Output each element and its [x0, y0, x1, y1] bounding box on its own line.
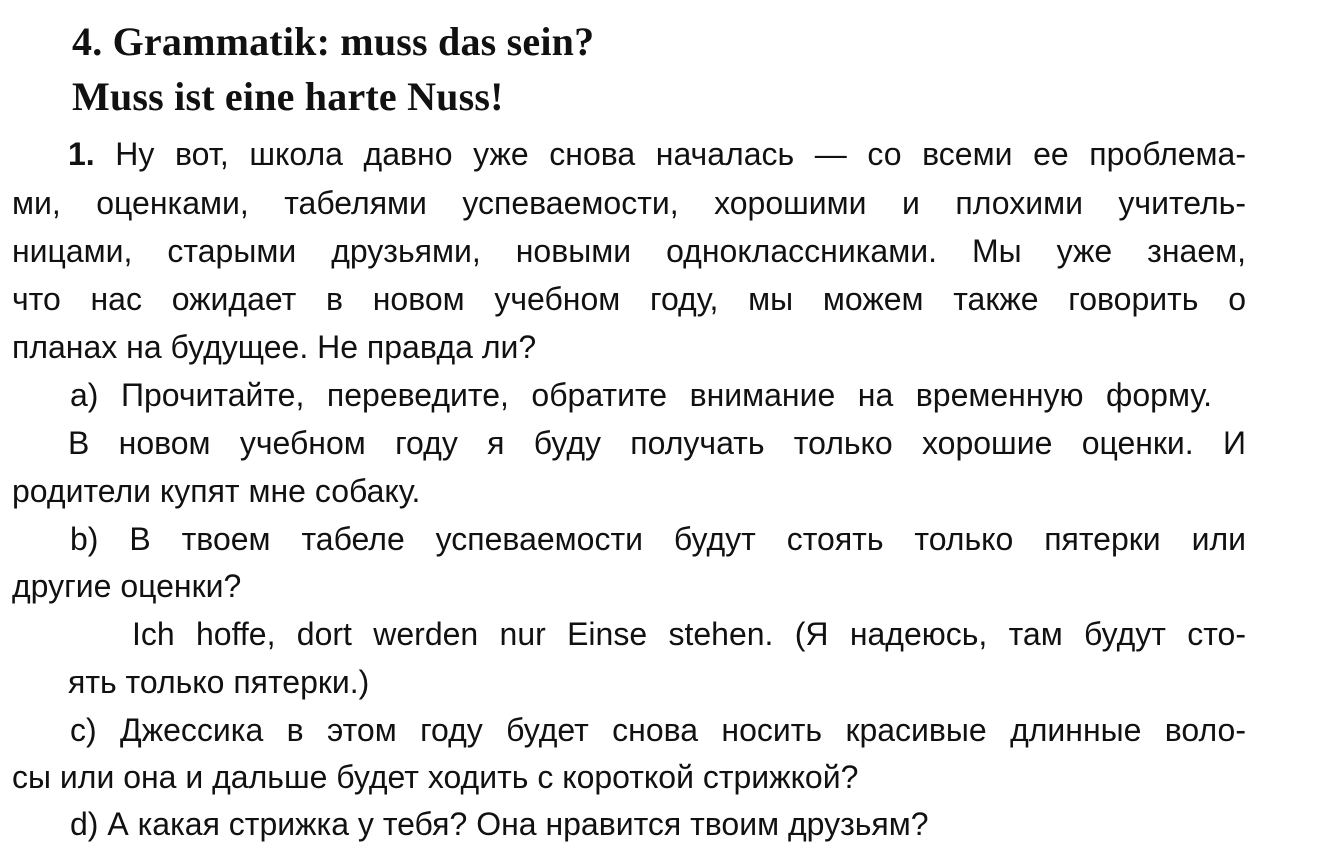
section-title: 4. Grammatik: muss das sein?: [72, 19, 595, 64]
task-c-line-2: сы или она и дальше будет ходить с короткой стрижкой?: [12, 759, 859, 795]
paragraph-1-line-3: ницами, старыми друзьями, новыми одноклассниками. Мы уже знаем,: [12, 233, 1246, 269]
paragraph-number: 1.: [68, 136, 95, 172]
task-b-answer-line-1: Ich hoffe, dort werden nur Einse stehen. (Я надеюсь, там будут сто-: [132, 616, 1246, 652]
paragraph-1-line-1: [68, 134, 1246, 174]
task-b-line-2: другие оценки?: [12, 568, 242, 604]
paragraph-1-line-4: что нас ожидает в новом учебном году, мы можем также говорить о: [12, 281, 1246, 317]
task-a-line-2: родители купят мне собаку.: [12, 473, 421, 509]
section-subtitle: Muss ist eine harte Nuss!: [72, 74, 504, 119]
paragraph-1-line-2: ми, оценками, табелями успеваемости, хорошими и плохими учитель-: [12, 185, 1246, 221]
task-a-line-1: В новом учебном году я буду получать только хорошие оценки. И: [68, 425, 1246, 461]
task-b-line-1: b) В твоем табеле успеваемости будут стоять только пятерки или: [70, 521, 1246, 557]
task-c-line-1: c) Джессика в этом году будет снова носить красивые длинные воло-: [70, 712, 1246, 748]
task-d-line-1: d) А какая стрижка у тебя? Она нравится твоим друзьям?: [70, 806, 929, 842]
paragraph-1-line-5: планах на будущее. Не правда ли?: [12, 329, 537, 365]
paragraph-1-line-1-text: Ну вот, школа давно уже снова началась — со всеми ее проблема-: [115, 136, 1247, 172]
task-b-answer-line-2: ять только пятерки.): [68, 664, 370, 700]
task-a-instruction: a) Прочитайте, переведите, обратите внимание на временную форму.: [70, 377, 1212, 413]
